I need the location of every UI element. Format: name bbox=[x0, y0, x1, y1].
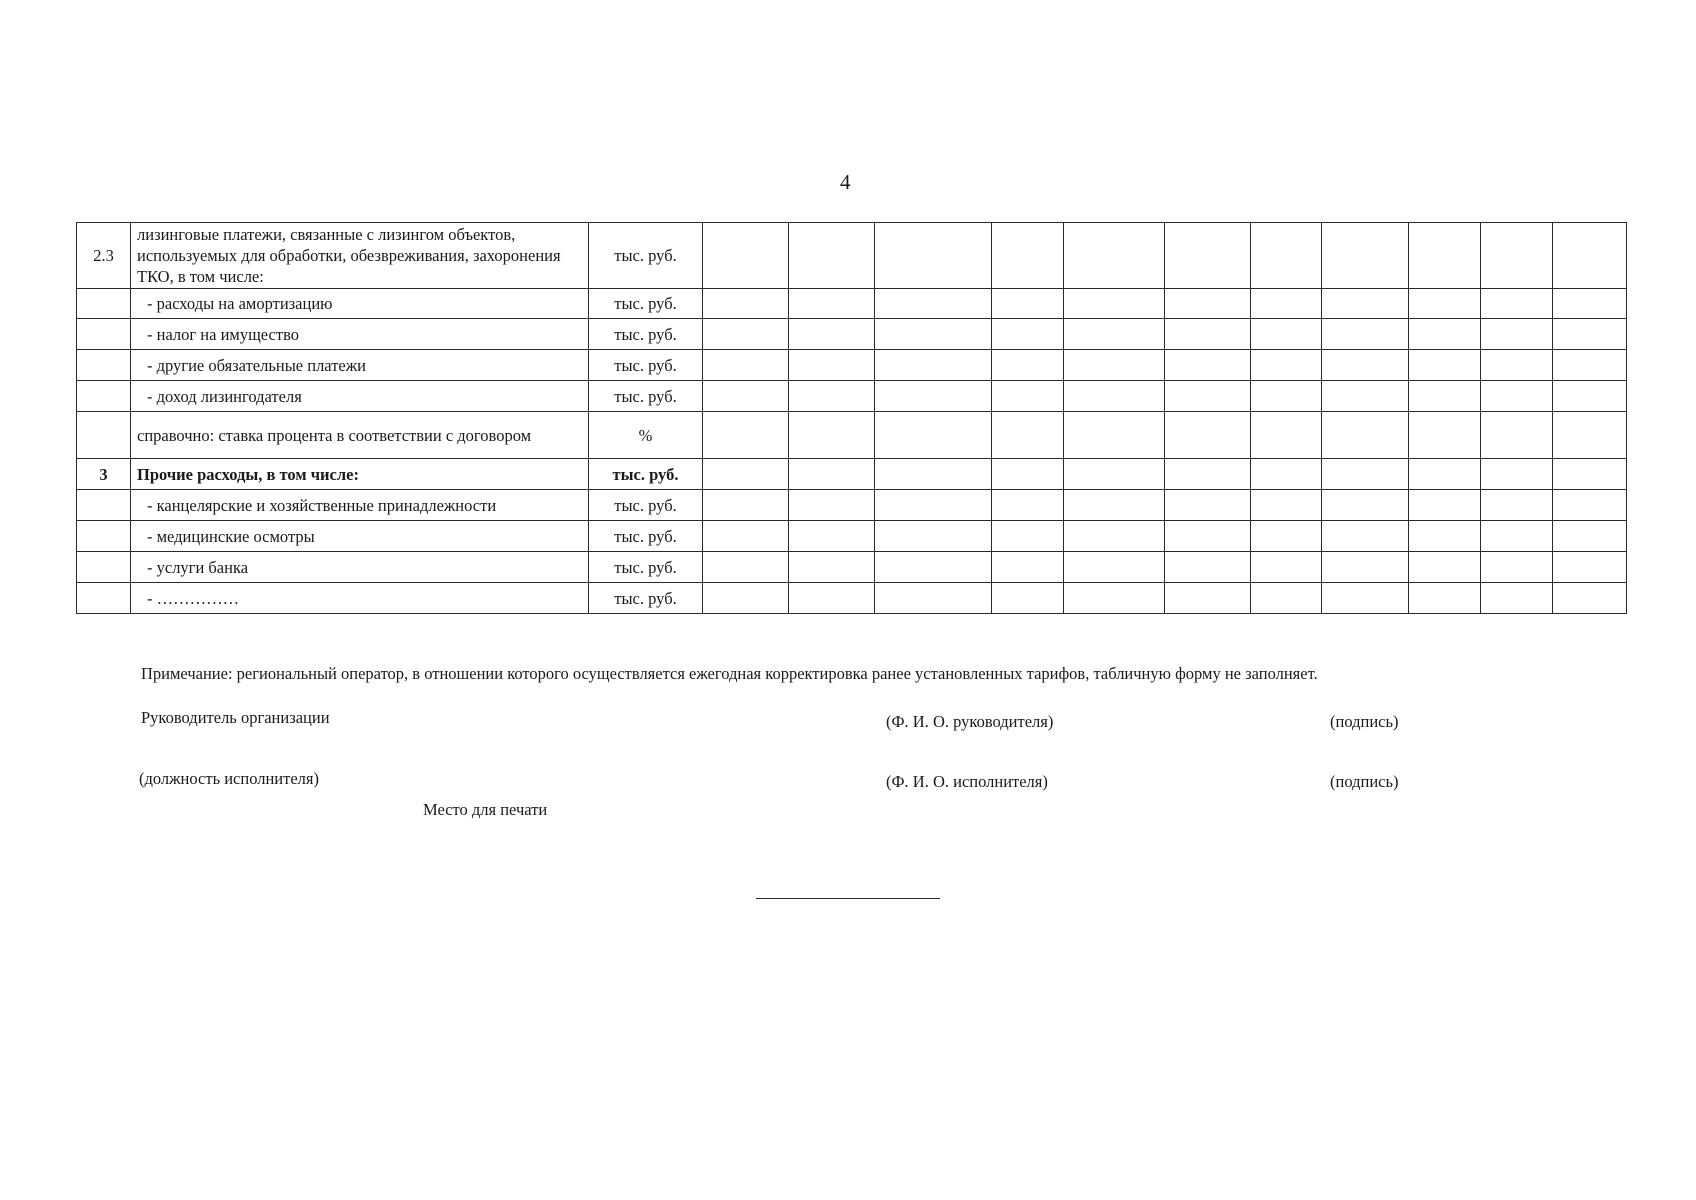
value-cell bbox=[992, 319, 1064, 350]
value-cell bbox=[1553, 289, 1627, 319]
value-cell bbox=[1251, 412, 1322, 459]
value-cell bbox=[1251, 289, 1322, 319]
value-cell bbox=[1409, 583, 1481, 614]
value-cell bbox=[1553, 459, 1627, 490]
value-cell bbox=[703, 583, 789, 614]
value-cell bbox=[1165, 381, 1251, 412]
value-cell bbox=[992, 412, 1064, 459]
value-cell bbox=[1322, 459, 1409, 490]
row-number: 2.3 bbox=[77, 223, 131, 289]
value-cell bbox=[1251, 350, 1322, 381]
value-cell bbox=[789, 412, 875, 459]
value-cell bbox=[875, 223, 992, 289]
value-cell bbox=[789, 223, 875, 289]
value-cell bbox=[1481, 521, 1553, 552]
value-cell bbox=[1165, 583, 1251, 614]
value-cell bbox=[1553, 583, 1627, 614]
row-name: - услуги банка bbox=[131, 552, 589, 583]
value-cell bbox=[1251, 459, 1322, 490]
row-name: Прочие расходы, в том числе: bbox=[131, 459, 589, 490]
value-cell bbox=[992, 350, 1064, 381]
value-cell bbox=[703, 289, 789, 319]
value-cell bbox=[1064, 412, 1165, 459]
value-cell bbox=[1322, 490, 1409, 521]
value-cell bbox=[875, 412, 992, 459]
value-cell bbox=[1553, 412, 1627, 459]
table-row bbox=[77, 289, 1627, 319]
value-cell bbox=[1251, 583, 1322, 614]
value-cell bbox=[1553, 490, 1627, 521]
value-cell bbox=[789, 552, 875, 583]
value-cell bbox=[703, 223, 789, 289]
value-cell bbox=[992, 490, 1064, 521]
head-fio-label: (Ф. И. О. руководителя) bbox=[886, 712, 1054, 731]
value-cell bbox=[1481, 289, 1553, 319]
value-cell bbox=[1064, 583, 1165, 614]
table-row bbox=[77, 412, 1627, 459]
row-number bbox=[77, 381, 131, 412]
value-cell bbox=[1409, 521, 1481, 552]
value-cell bbox=[1322, 521, 1409, 552]
row-name: - канцелярские и хозяйственные принадлежности bbox=[131, 490, 589, 521]
value-cell bbox=[789, 583, 875, 614]
value-cell bbox=[1553, 319, 1627, 350]
value-cell bbox=[1409, 319, 1481, 350]
value-cell bbox=[1064, 521, 1165, 552]
value-cell bbox=[703, 350, 789, 381]
value-cell bbox=[1251, 223, 1322, 289]
row-unit: тыс. руб. bbox=[589, 319, 703, 350]
page-number: 4 bbox=[840, 170, 851, 194]
value-cell bbox=[703, 552, 789, 583]
value-cell bbox=[1064, 552, 1165, 583]
value-cell bbox=[875, 350, 992, 381]
value-cell bbox=[1481, 223, 1553, 289]
row-unit: тыс. руб. bbox=[589, 583, 703, 614]
row-number bbox=[77, 490, 131, 521]
head-label: Руководитель организации bbox=[141, 708, 330, 727]
value-cell bbox=[703, 412, 789, 459]
cost-table bbox=[76, 222, 1627, 614]
value-cell bbox=[1064, 289, 1165, 319]
value-cell bbox=[789, 289, 875, 319]
value-cell bbox=[1481, 412, 1553, 459]
row-name: - расходы на амортизацию bbox=[131, 289, 589, 319]
value-cell bbox=[1481, 490, 1553, 521]
value-cell bbox=[1481, 583, 1553, 614]
row-unit: тыс. руб. bbox=[589, 459, 703, 490]
value-cell bbox=[1251, 381, 1322, 412]
value-cell bbox=[992, 583, 1064, 614]
value-cell bbox=[1165, 490, 1251, 521]
value-cell bbox=[875, 319, 992, 350]
value-cell bbox=[1409, 412, 1481, 459]
value-cell bbox=[1251, 521, 1322, 552]
value-cell bbox=[1409, 289, 1481, 319]
row-number bbox=[77, 319, 131, 350]
value-cell bbox=[1553, 381, 1627, 412]
row-number bbox=[77, 552, 131, 583]
value-cell bbox=[1322, 552, 1409, 583]
row-unit: тыс. руб. bbox=[589, 552, 703, 583]
value-cell bbox=[1409, 223, 1481, 289]
value-cell bbox=[875, 490, 992, 521]
value-cell bbox=[992, 223, 1064, 289]
row-unit: тыс. руб. bbox=[589, 223, 703, 289]
table-row bbox=[77, 319, 1627, 350]
row-name: - доход лизингодателя bbox=[131, 381, 589, 412]
value-cell bbox=[1322, 319, 1409, 350]
value-cell bbox=[789, 490, 875, 521]
value-cell bbox=[1553, 552, 1627, 583]
value-cell bbox=[703, 490, 789, 521]
value-cell bbox=[1409, 350, 1481, 381]
value-cell bbox=[1064, 381, 1165, 412]
value-cell bbox=[875, 381, 992, 412]
value-cell bbox=[1165, 223, 1251, 289]
row-unit: тыс. руб. bbox=[589, 521, 703, 552]
value-cell bbox=[992, 459, 1064, 490]
table-row bbox=[77, 490, 1627, 521]
row-number bbox=[77, 289, 131, 319]
value-cell bbox=[1322, 350, 1409, 381]
row-unit: тыс. руб. bbox=[589, 381, 703, 412]
value-cell bbox=[875, 521, 992, 552]
value-cell bbox=[789, 319, 875, 350]
value-cell bbox=[1251, 490, 1322, 521]
executor-fio-label: (Ф. И. О. исполнителя) bbox=[886, 772, 1048, 791]
table-row bbox=[77, 350, 1627, 381]
row-number: 3 bbox=[77, 459, 131, 490]
value-cell bbox=[1322, 412, 1409, 459]
value-cell bbox=[1322, 289, 1409, 319]
value-cell bbox=[1553, 350, 1627, 381]
table-row bbox=[77, 223, 1627, 289]
executor-signature-label: (подпись) bbox=[1330, 772, 1399, 791]
value-cell bbox=[1409, 552, 1481, 583]
stamp-place-label: Место для печати bbox=[423, 800, 548, 819]
end-divider bbox=[756, 898, 940, 899]
value-cell bbox=[1409, 381, 1481, 412]
value-cell bbox=[703, 521, 789, 552]
value-cell bbox=[1322, 583, 1409, 614]
value-cell bbox=[1322, 381, 1409, 412]
row-unit: тыс. руб. bbox=[589, 350, 703, 381]
note-text: Примечание: региональный оператор, в отношении которого осуществляется ежегодная корректировка ранее установленных тарифов, табличную форму не заполняет. bbox=[141, 664, 1318, 683]
value-cell bbox=[789, 459, 875, 490]
value-cell bbox=[1481, 552, 1553, 583]
table-row bbox=[77, 459, 1627, 490]
row-name: - …………… bbox=[131, 583, 589, 614]
value-cell bbox=[1251, 552, 1322, 583]
value-cell bbox=[703, 459, 789, 490]
table-row bbox=[77, 521, 1627, 552]
row-unit: % bbox=[589, 412, 703, 459]
row-number bbox=[77, 583, 131, 614]
value-cell bbox=[1165, 552, 1251, 583]
table-row bbox=[77, 381, 1627, 412]
value-cell bbox=[1165, 521, 1251, 552]
executor-position-label: (должность исполнителя) bbox=[139, 769, 319, 788]
value-cell bbox=[992, 552, 1064, 583]
value-cell bbox=[1481, 381, 1553, 412]
row-name: - другие обязательные платежи bbox=[131, 350, 589, 381]
value-cell bbox=[1481, 350, 1553, 381]
row-unit: тыс. руб. bbox=[589, 289, 703, 319]
value-cell bbox=[703, 319, 789, 350]
value-cell bbox=[789, 381, 875, 412]
value-cell bbox=[1165, 289, 1251, 319]
value-cell bbox=[875, 289, 992, 319]
value-cell bbox=[1165, 319, 1251, 350]
head-signature-label: (подпись) bbox=[1330, 712, 1399, 731]
value-cell bbox=[992, 289, 1064, 319]
row-unit: тыс. руб. bbox=[589, 490, 703, 521]
value-cell bbox=[875, 583, 992, 614]
value-cell bbox=[1064, 319, 1165, 350]
value-cell bbox=[1409, 490, 1481, 521]
value-cell bbox=[1251, 319, 1322, 350]
row-number bbox=[77, 521, 131, 552]
value-cell bbox=[1481, 319, 1553, 350]
value-cell bbox=[703, 381, 789, 412]
row-name: справочно: ставка процента в соответствии с договором bbox=[131, 412, 589, 459]
value-cell bbox=[1064, 350, 1165, 381]
value-cell bbox=[1553, 521, 1627, 552]
value-cell bbox=[789, 521, 875, 552]
row-name: - медицинские осмотры bbox=[131, 521, 589, 552]
value-cell bbox=[1064, 490, 1165, 521]
row-name: лизинговые платежи, связанные с лизингом объектов, используемых для обработки, обезвреживания, захоронения ТКО, в том числе: bbox=[131, 223, 589, 289]
value-cell bbox=[875, 552, 992, 583]
table-row bbox=[77, 583, 1627, 614]
value-cell bbox=[875, 459, 992, 490]
row-number bbox=[77, 350, 131, 381]
value-cell bbox=[992, 381, 1064, 412]
value-cell bbox=[992, 521, 1064, 552]
value-cell bbox=[1165, 459, 1251, 490]
table-body bbox=[77, 223, 1627, 614]
row-number bbox=[77, 412, 131, 459]
value-cell bbox=[1322, 223, 1409, 289]
value-cell bbox=[1481, 459, 1553, 490]
value-cell bbox=[1409, 459, 1481, 490]
value-cell bbox=[1064, 223, 1165, 289]
table-row bbox=[77, 552, 1627, 583]
row-name: - налог на имущество bbox=[131, 319, 589, 350]
value-cell bbox=[1165, 412, 1251, 459]
value-cell bbox=[1064, 459, 1165, 490]
value-cell bbox=[789, 350, 875, 381]
value-cell bbox=[1165, 350, 1251, 381]
value-cell bbox=[1553, 223, 1627, 289]
